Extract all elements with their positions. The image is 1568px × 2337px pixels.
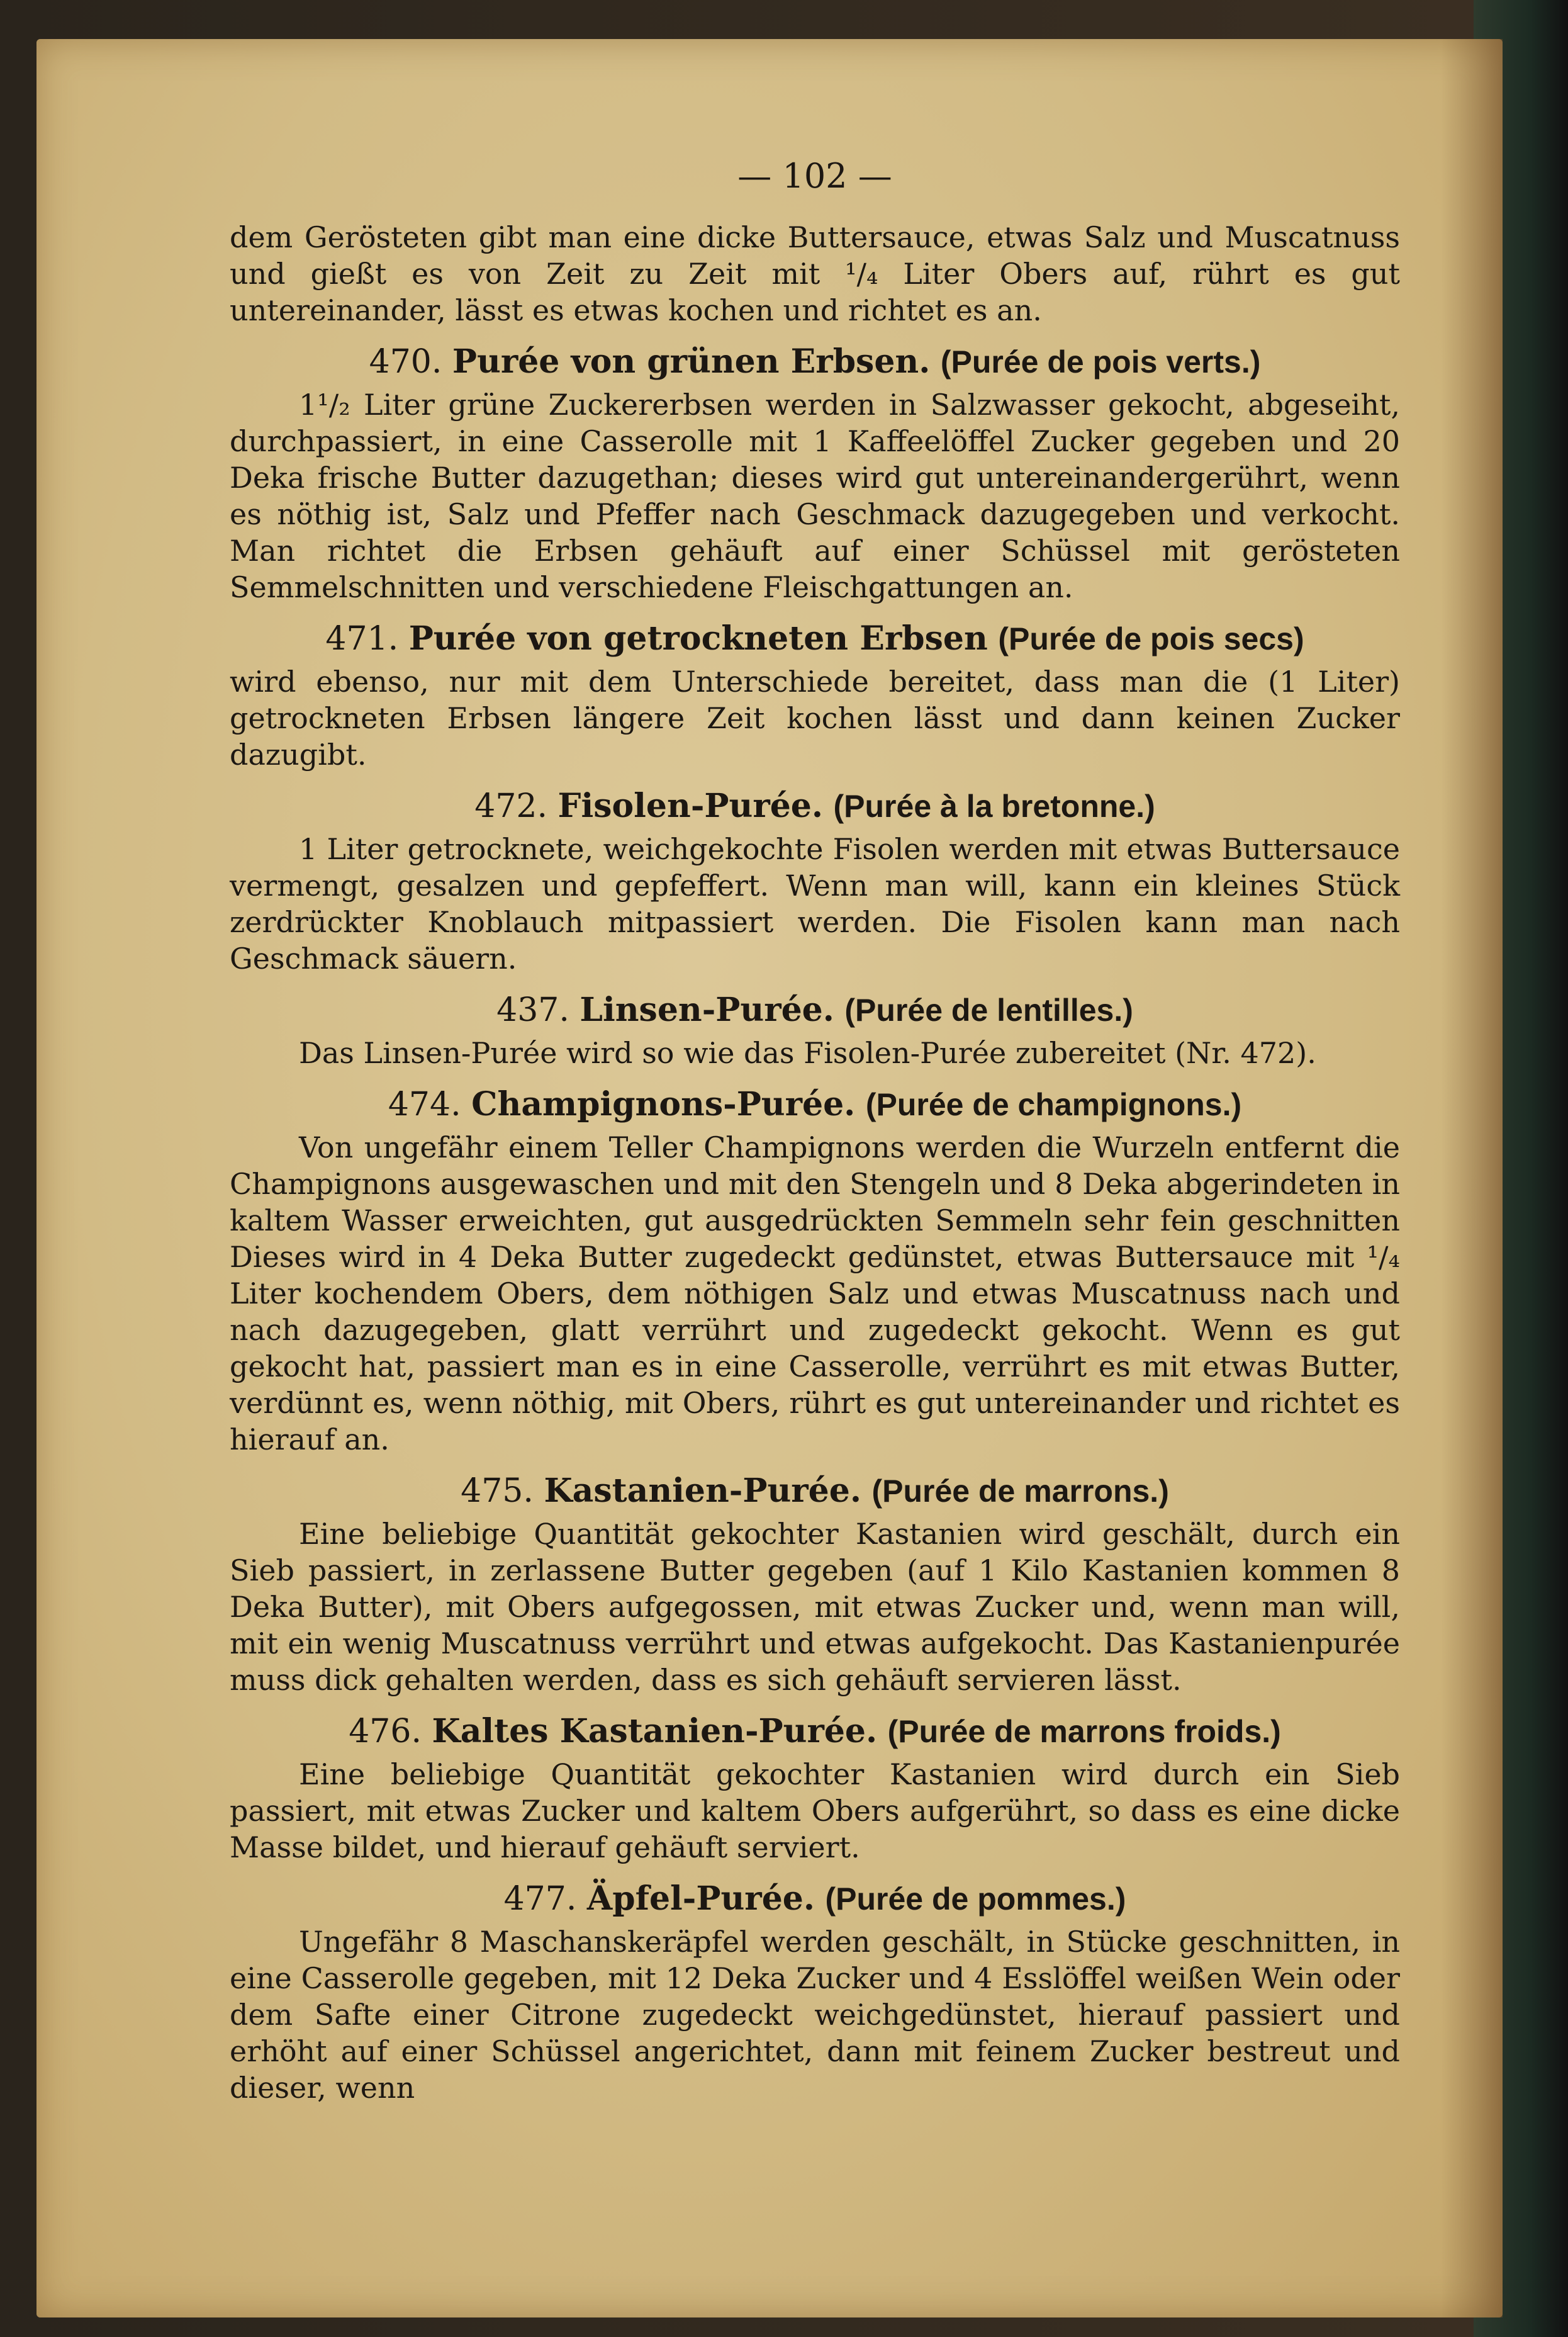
recipe-number: 470.	[369, 343, 442, 381]
recipe-title-de: Kastanien-Purée.	[544, 1472, 861, 1510]
recipe-title-fr: (Purée de lentilles.)	[844, 993, 1133, 1028]
recipe-body: Eine beliebige Quantität gekochter Kastanien wird durch ein Sieb passiert, mit etwas Zucker und kaltem Obers aufgerührt, so dass es eine dicke Masse bildet, und hierauf gehäuft serviert.	[230, 1757, 1400, 1864]
recipe-title-de: Kaltes Kastanien-Purée.	[432, 1712, 878, 1750]
recipe-title-fr: (Purée à la bretonne.)	[833, 789, 1155, 824]
recipe-number: 472.	[474, 787, 548, 825]
page-content	[230, 151, 1400, 2106]
recipe-number: 437.	[496, 991, 569, 1029]
recipe-body: Von ungefähr einem Teller Champignons werden die Wurzeln entfernt die Champignons ausgewaschen und mit den Stengeln und 8 Deka abgerindeten in kaltem Wasser erweichten, gut ausgedrückten Semmeln sehr fein geschnitten Dieses wird in 4 Deka Butter zugedeckt gedünstet, etwas Buttersauce mit ¹/₄ Liter kochendem Obers, dem nöthigen Salz und etwas Muscatnuss nach und nach dazugegeben, glatt verrührt und zugedeckt gekocht. Wenn es gut gekocht hat, passiert man es in eine Casserolle, verrührt es mit etwas Butter, verdünnt es, wenn nöthig, mit Obers, rührt es gut untereinander und richtet es hierauf an.	[230, 1130, 1400, 1456]
recipe-title-de: Fisolen-Purée.	[557, 787, 823, 825]
recipe-number: 474.	[388, 1086, 461, 1123]
recipe-number: 476.	[349, 1713, 422, 1750]
recipe-heading	[230, 991, 1400, 1030]
recipe-number: 477.	[503, 1880, 577, 1918]
recipe-title-fr: (Purée de marrons froids.)	[887, 1714, 1281, 1749]
recipe-title-de: Purée von grünen Erbsen.	[452, 342, 931, 381]
recipe-number: 475.	[461, 1472, 534, 1510]
recipe-number: 471.	[325, 620, 399, 658]
page-gutter-shadow	[1441, 39, 1503, 2317]
recipe-body: 1 Liter getrocknete, weichgekochte Fisolen werden mit etwas Buttersauce vermengt, gesalzen und gepfeffert. Wenn man will, kann ein kleines Stück zerdrückter Knoblauch mitpassiert werden. Die Fisolen kann man nach Geschmack säuern.	[230, 832, 1400, 976]
recipe-heading	[230, 1712, 1400, 1751]
page-number: — 102 —	[737, 156, 892, 196]
recipe-title-fr: (Purée de pommes.)	[825, 1881, 1126, 1917]
recipe-title-de: Purée von getrockneten Erbsen	[408, 619, 988, 658]
recipe-body: wird ebenso, nur mit dem Unterschiede bereitet, dass man die (1 Liter) getrockneten Erbsen längere Zeit kochen lässt und dann keinen Zucker dazugibt.	[230, 665, 1400, 772]
recipe-heading	[230, 1085, 1400, 1124]
recipe-heading	[230, 1879, 1400, 1918]
recipe-body: Ungefähr 8 Maschanskeräpfel werden geschält, in Stücke geschnitten, in eine Casserolle gegeben, mit 12 Deka Zucker und 4 Esslöffel weißen Wein oder dem Safte einer Citrone zugedeckt weichgedünstet, hierauf passiert und erhöht auf einer Schüssel angerichtet, dann mit feinem Zucker bestreut und dieser, wenn	[230, 1925, 1400, 2105]
recipe-body: 1¹/₂ Liter grüne Zuckererbsen werden in Salzwasser gekocht, abgeseiht, durchpassiert, in eine Casserolle mit 1 Kaffeelöffel Zucker gegeben und 20 Deka frische Butter dazugethan; dieses wird gut untereinandergerührt, wenn es nöthig ist, Salz und Pfeffer nach Geschmack dazugegeben und verkocht. Man richtet die Erbsen gehäuft auf einer Schüssel mit gerösteten Semmelschnitten und verschiedene Fleischgattungen an.	[230, 388, 1400, 604]
recipe-title-fr: (Purée de marrons.)	[871, 1473, 1169, 1509]
recipe-title-de: Linsen-Purée.	[580, 991, 834, 1029]
recipe-heading	[230, 342, 1400, 381]
recipe-heading	[230, 619, 1400, 658]
recipe-title-fr: (Purée de pois secs)	[998, 621, 1304, 656]
recipe-title-de: Äpfel-Purée.	[586, 1879, 815, 1918]
recipe-heading	[230, 787, 1400, 826]
recipe-title-de: Champignons-Purée.	[471, 1085, 856, 1123]
recipe-body: Das Linsen-Purée wird so wie das Fisolen-Purée zubereitet (Nr. 472).	[299, 1036, 1316, 1070]
intro-paragraph: dem Gerösteten gibt man eine dicke Buttersauce, etwas Salz und Muscatnuss und gießt es von Zeit zu Zeit mit ¹/₄ Liter Obers auf, rührt es gut untereinander, lässt es etwas kochen und richtet es an.	[230, 220, 1400, 327]
recipe-title-fr: (Purée de pois verts.)	[940, 344, 1261, 380]
recipe-heading	[230, 1472, 1400, 1511]
recipe-title-fr: (Purée de champignons.)	[865, 1087, 1242, 1122]
recipe-body: Eine beliebige Quantität gekochter Kastanien wird geschält, durch ein Sieb passiert, in zerlassene Butter gegeben (auf 1 Kilo Kastanien kommen 8 Deka Butter), mit Obers aufgegossen, mit etwas Zucker und, wenn man will, mit ein wenig Muscatnuss verrührt und etwas aufgekocht. Das Kastanienpurée muss dick gehalten werden, dass es sich gehäuft servieren lässt.	[230, 1517, 1400, 1697]
